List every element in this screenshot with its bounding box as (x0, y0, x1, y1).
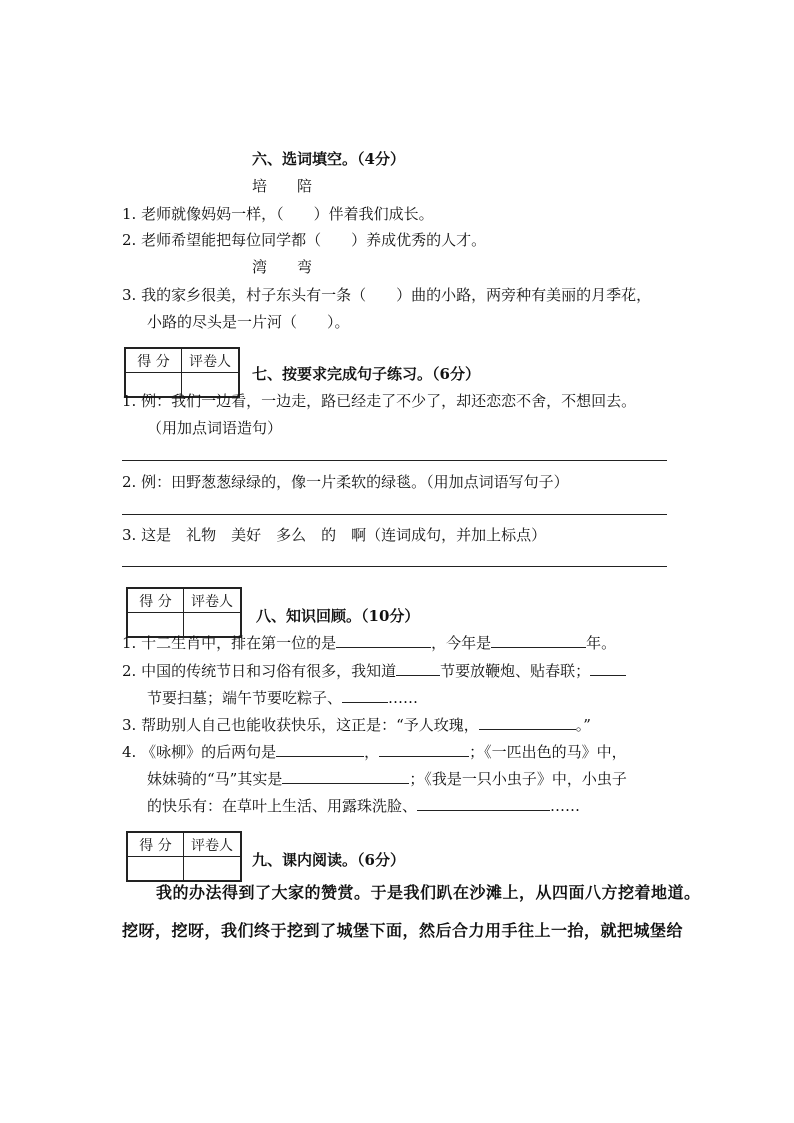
section-8-title: 八、知识回顾。（10分） (256, 607, 420, 625)
grader-label: 评卷人 (182, 349, 239, 373)
s8-question-1 (122, 632, 616, 653)
s8-q4c-text: 的快乐有：在草叶上生活、用露珠洗脸、 (147, 797, 418, 815)
s7-question-1-line-1: 1. 例：我们一边看，一边走，路已经走了不少了，却还恋恋不舍，不想回去。 (122, 392, 637, 410)
reading-passage-line-1: 我的办法得到了大家的赞赏。于是我们趴在沙滩上，从四面八方挖着地道。 (156, 883, 701, 902)
s8-question-4-line-3 (147, 795, 580, 816)
s8-q4c-end: …… (550, 797, 581, 815)
section-9-title: 九、课内阅读。（6分） (252, 851, 405, 869)
s7-question-3: 3. 这是 礼物 美好 多么 的 啊（连词成句，并加上标点） (122, 526, 547, 544)
grader-cell[interactable] (184, 857, 241, 881)
section-6-title: 六、选词填空。（4分） (252, 150, 405, 168)
s8-q1-mid: ，今年是 (431, 634, 492, 652)
s8-q3-text: 3. 帮助别人自己也能收获快乐，这正是：“予人玫瑰， (122, 716, 479, 734)
s6-question-3-line-2: 小路的尽头是一片河（ ）。 (147, 313, 350, 331)
reading-passage-line-2: 挖呀，挖呀，我们终于挖到了城堡下面，然后合力用手往上一抬，就把城堡给 (122, 921, 684, 940)
grader-label: 评卷人 (184, 589, 241, 613)
score-label: 得 分 (128, 833, 184, 857)
blank-zodiac-first[interactable] (336, 632, 431, 648)
s8-q4-mid2: ；《一匹出色的马》中， (469, 743, 627, 761)
s7-question-2: 2. 例：田野葱葱绿绿的，像一片柔软的绿毯。（用加点词语写句子） (122, 473, 569, 491)
s8-q4-mid: ， (364, 743, 380, 761)
blank-proverb[interactable] (479, 714, 576, 730)
s8-q2b-text: 节要扫墓；端午节要吃粽子、 (147, 689, 343, 707)
s8-question-4-line-2 (147, 768, 627, 789)
word-choice-2: 湾 弯 (252, 258, 313, 276)
blank-festival-1[interactable] (396, 660, 440, 676)
s8-q2-mid: 节要放鞭炮、贴春联； (440, 662, 591, 680)
s8-q4b-text: 妹妹骑的“马”其实是 (147, 770, 283, 788)
s6-question-3-line-1: 3. 我的家乡很美，村子东头有一条（ ）曲的小路，两旁种有美丽的月季花， (122, 286, 652, 304)
s8-q4-text: 4. 《咏柳》的后两句是 (122, 743, 277, 761)
score-box-8 (126, 587, 242, 638)
s6-question-2: 2. 老师希望能把每位同学都（ ）养成优秀的人才。 (122, 231, 487, 249)
blank-this-year[interactable] (491, 632, 586, 648)
s7-question-1-line-2: （用加点词语造句） (147, 419, 283, 437)
s8-q4b-mid: ；《我是一只小虫子》中，小虫子 (409, 770, 627, 788)
s6-question-1: 1. 老师就像妈妈一样，（ ）伴着我们成长。 (122, 205, 434, 223)
score-label: 得 分 (126, 349, 182, 373)
blank-poem-line-2[interactable] (379, 741, 469, 757)
answer-line-7-3[interactable] (122, 566, 667, 567)
blank-horse[interactable] (282, 768, 409, 784)
s8-question-3 (122, 714, 591, 735)
answer-line-7-2[interactable] (122, 514, 667, 515)
s8-question-2-line-1 (122, 660, 626, 681)
s8-q2-text: 2. 中国的传统节日和习俗有很多，我知道 (122, 662, 397, 680)
blank-insect-joy[interactable] (417, 795, 550, 811)
blank-festival-2[interactable] (590, 660, 626, 676)
answer-line-7-1[interactable] (122, 460, 667, 461)
section-7-title: 七、按要求完成句子练习。（6分） (252, 365, 480, 383)
s8-q1-end: 年。 (586, 634, 617, 652)
score-cell[interactable] (128, 857, 184, 881)
blank-dragon-boat-custom[interactable] (342, 687, 388, 703)
s8-q3-end: 。” (575, 716, 591, 734)
score-label: 得 分 (128, 589, 184, 613)
word-choice-1: 培 陪 (252, 177, 313, 195)
grader-label: 评卷人 (184, 833, 241, 857)
s8-q2b-end: …… (388, 689, 419, 707)
blank-poem-line-1[interactable] (276, 741, 364, 757)
score-box-9 (126, 831, 242, 882)
s8-question-4-line-1 (122, 741, 627, 762)
s8-question-2-line-2 (147, 687, 418, 708)
s8-q1-text: 1. 十二生肖中，排在第一位的是 (122, 634, 337, 652)
